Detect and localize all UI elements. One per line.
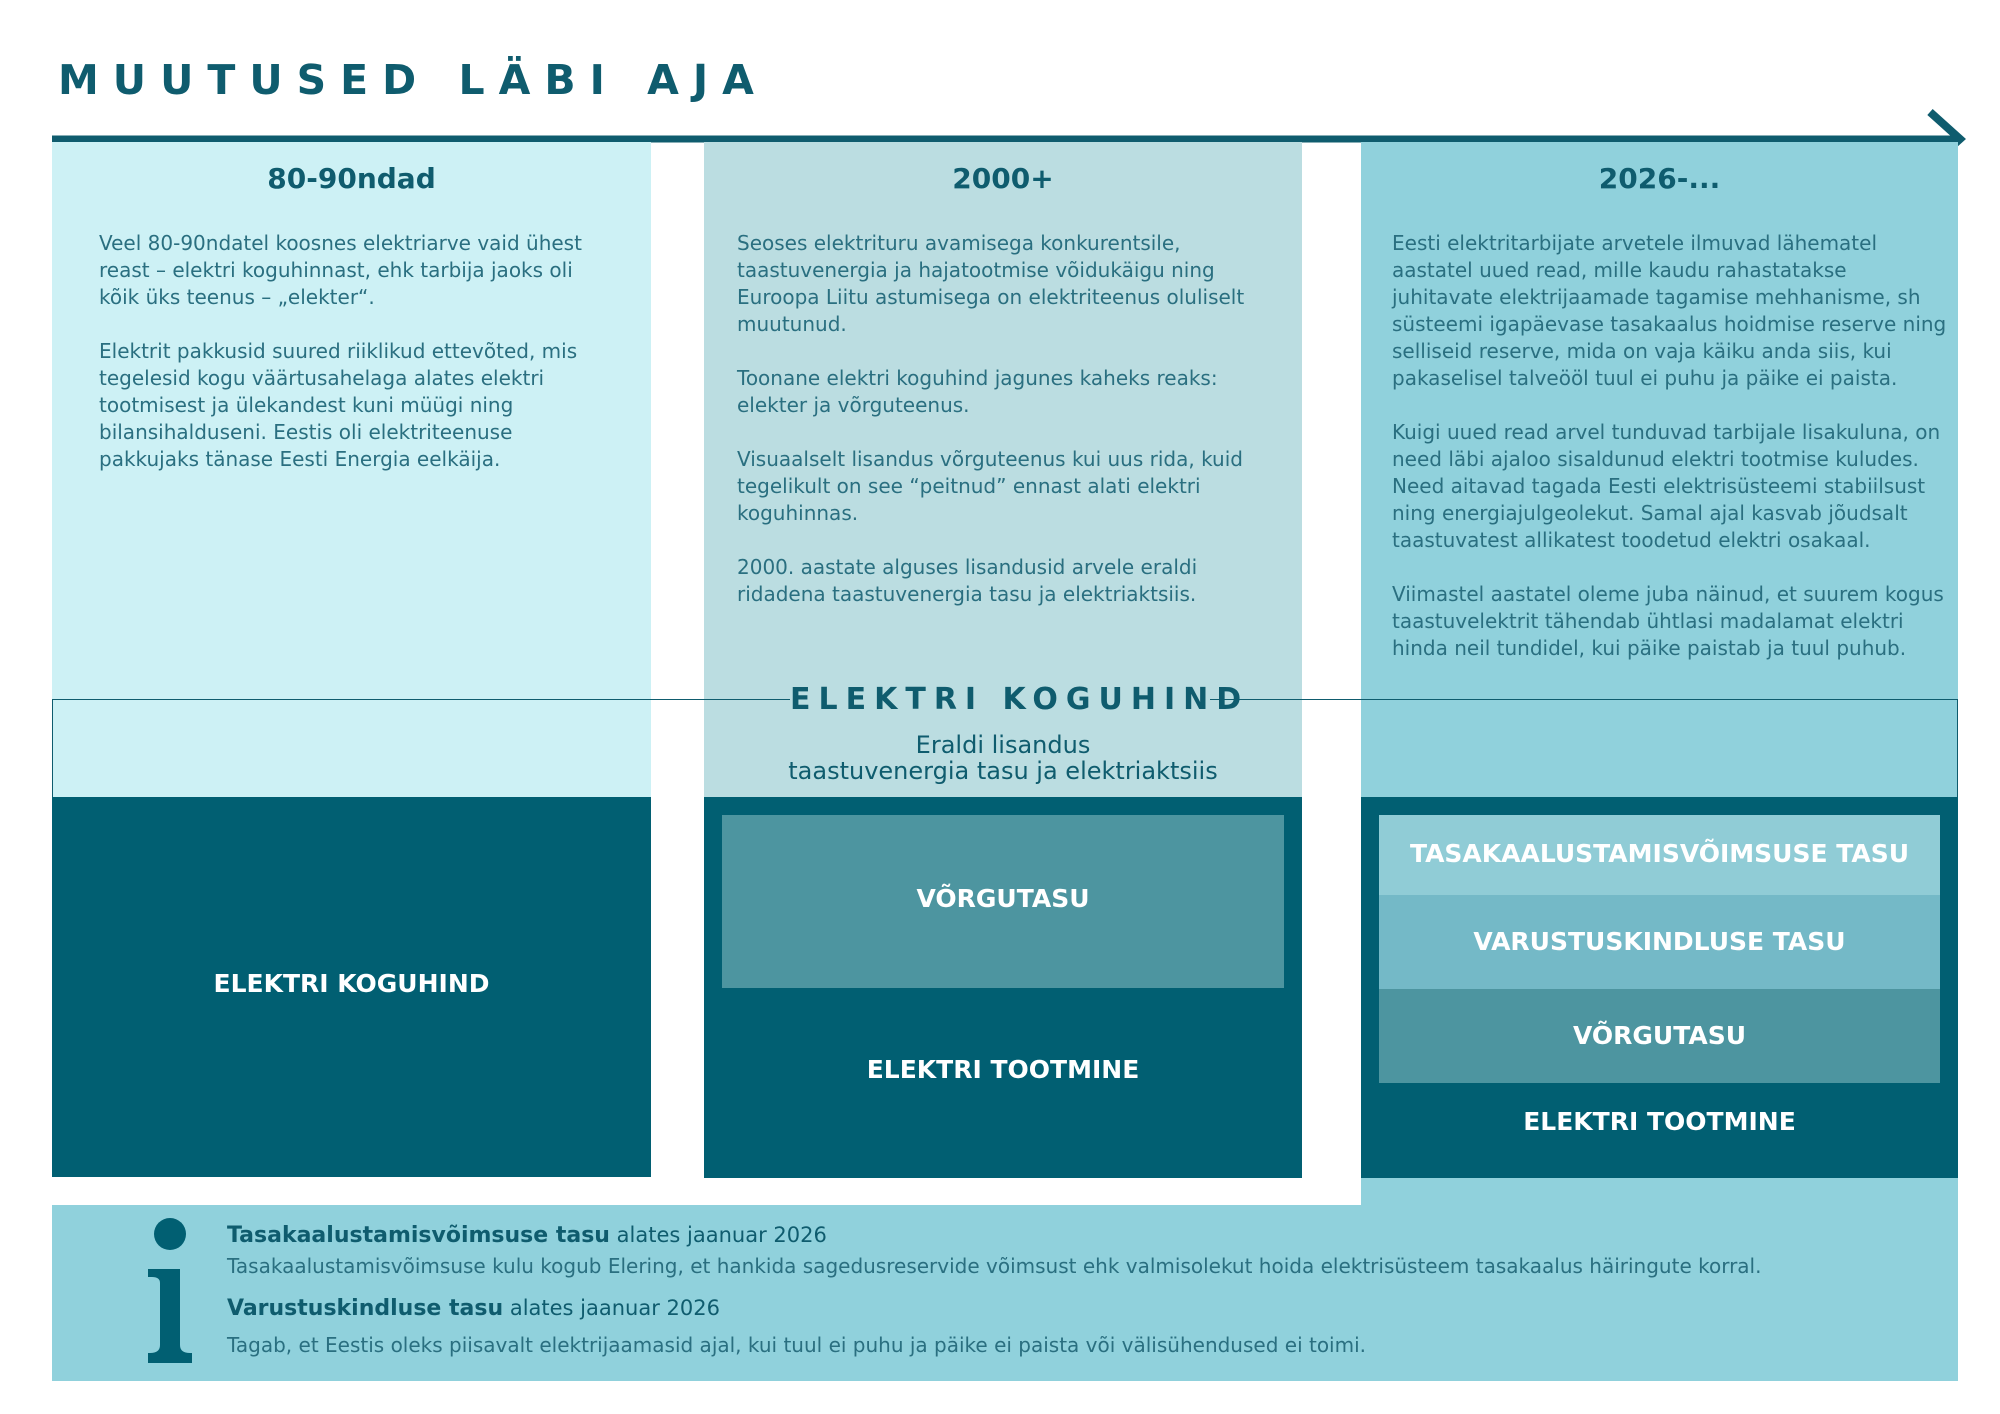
- block-balancing-fee: TASAKAALUSTAMISVÕIMSUSE TASU: [1409, 839, 1910, 868]
- balancing-fee-segment: [1379, 815, 1940, 895]
- paragraph: Kuigi uued read arvel tunduvad tarbijale lisakuluna, on need läbi ajaloo sisaldunud elektri tootmise kuludes. Need aitavad tagada Eesti elektrisüsteemi stabiilsust ning energiajulgeolekut. Samal ajal kasvab jõudsalt taastuvatest allikatest toodetud elektri osakaal.: [1392, 420, 1941, 552]
- column-text: [1392, 230, 1947, 689]
- paragraph: Visuaalselt lisandus võrguteenus kui uus rida, kuid tegelikult on see “peitnud” ennast alati elektri koguhinnas.: [737, 447, 1243, 525]
- col3-bridge: [1361, 1178, 1958, 1208]
- security-fee-segment: [1379, 895, 1940, 989]
- price-block-80-90ndad: [52, 797, 651, 1177]
- paragraph: Toonane elektri koguhind jagunes kaheks reaks: elekter ja võrguteenus.: [737, 366, 1218, 417]
- page-title: MUUTUSED LÄBI AJA: [58, 56, 768, 104]
- block-electricity-production: ELEKTRI TOOTMINE: [1523, 1107, 1796, 1136]
- info-item-since: alates jaanuar 2026: [509, 1296, 720, 1320]
- block-security-fee: VARUSTUSKINDLUSE TASU: [1473, 927, 1846, 956]
- price-block-2000: [704, 797, 1302, 1178]
- price-block-2026: [1361, 797, 1958, 1178]
- block-electricity-production: ELEKTRI TOOTMINE: [866, 1055, 1140, 1084]
- block-total-price: ELEKTRI KOGUHIND: [213, 969, 490, 998]
- info-item-heading: [227, 1223, 827, 1248]
- paragraph: Veel 80-90ndatel koosnes elektriarve vaid ühest reast – elektri koguhinnast, ehk tarbija jaoks oli kõik üks teenus – „elekter“.: [99, 231, 582, 309]
- info-item-text: Tagab, et Eestis oleks piisavalt elektrijaamasid ajal, kui tuul ei puhu ja päike ei paista või välisühendused ei toimi.: [227, 1333, 1367, 1357]
- info-icon: [142, 1217, 198, 1367]
- column-heading: 80-90ndad: [267, 162, 436, 195]
- paragraph: Viimastel aastatel oleme juba näinud, et suurem kogus taastuvelektrit tähendab ühtlasi madalamat elektri hinda neil tundidel, kui päike paistab ja tuul puhub.: [1392, 582, 1944, 660]
- note-line: Eraldi lisandus: [915, 731, 1091, 759]
- spacer: [52, 1182, 1361, 1205]
- paragraph: Seoses elektrituru avamisega konkurentsile, taastuvenergia ja hajatootmise võidukäigu ning Euroopa Liitu astumisega on elektriteenus oluliselt muutunud.: [737, 231, 1245, 336]
- info-item-text: Tasakaalustamisvõimsuse kulu kogub Elering, et hankida sagedusreservide võimsust ehk valmisolekut hoida elektrisüsteem tasakaalus häiringute korral.: [227, 1254, 1762, 1278]
- info-item-since: alates jaanuar 2026: [616, 1223, 827, 1247]
- paragraph: Elektrit pakkusid suured riiklikud ettevõted, mis tegelesid kogu väärtusahelaga alates elektri tootmisest ja ülekandest kuni müügi ning bilansihalduseni. Eestis oli elektriteenuse pakkujaks tänase Eesti Energia eelkäija.: [99, 339, 578, 471]
- column-heading: 2000+: [952, 162, 1054, 195]
- note-line: taastuvenergia tasu ja elektriaktsiis: [788, 757, 1218, 785]
- column-heading: 2026-...: [1598, 162, 1721, 195]
- band-label: ELEKTRI KOGUHIND: [790, 682, 1250, 717]
- block-network-fee: VÕRGUTASU: [1573, 1021, 1746, 1050]
- block-network-fee: VÕRGUTASU: [916, 884, 1090, 913]
- network-fee-segment: [722, 815, 1284, 988]
- paragraph: 2000. aastate alguses lisandusid arvele eraldi ridadena taastuvenergia tasu ja elektriaktsiis.: [737, 555, 1198, 606]
- column-text: [99, 230, 609, 500]
- info-item-title: Tasakaalustamisvõimsuse tasu: [227, 1223, 610, 1248]
- network-fee-segment: [1379, 989, 1940, 1083]
- column-text: [737, 230, 1282, 635]
- info-item-title: Varustuskindluse tasu: [227, 1296, 504, 1321]
- paragraph: Eesti elektritarbijate arvetele ilmuvad lähematel aastatel uued read, mille kaudu rahastatakse juhitavate elektrijaamade tagamise mehhanisme, sh süsteemi igapäevase tasakaalus hoidmise reserve ning selliseid reserve, mida on vaja käiku anda siis, kui pakaselisel talveööl tuul ei puhu ja päike ei paista.: [1392, 231, 1947, 390]
- info-item-heading: [227, 1296, 720, 1321]
- info-box: [52, 1205, 1958, 1381]
